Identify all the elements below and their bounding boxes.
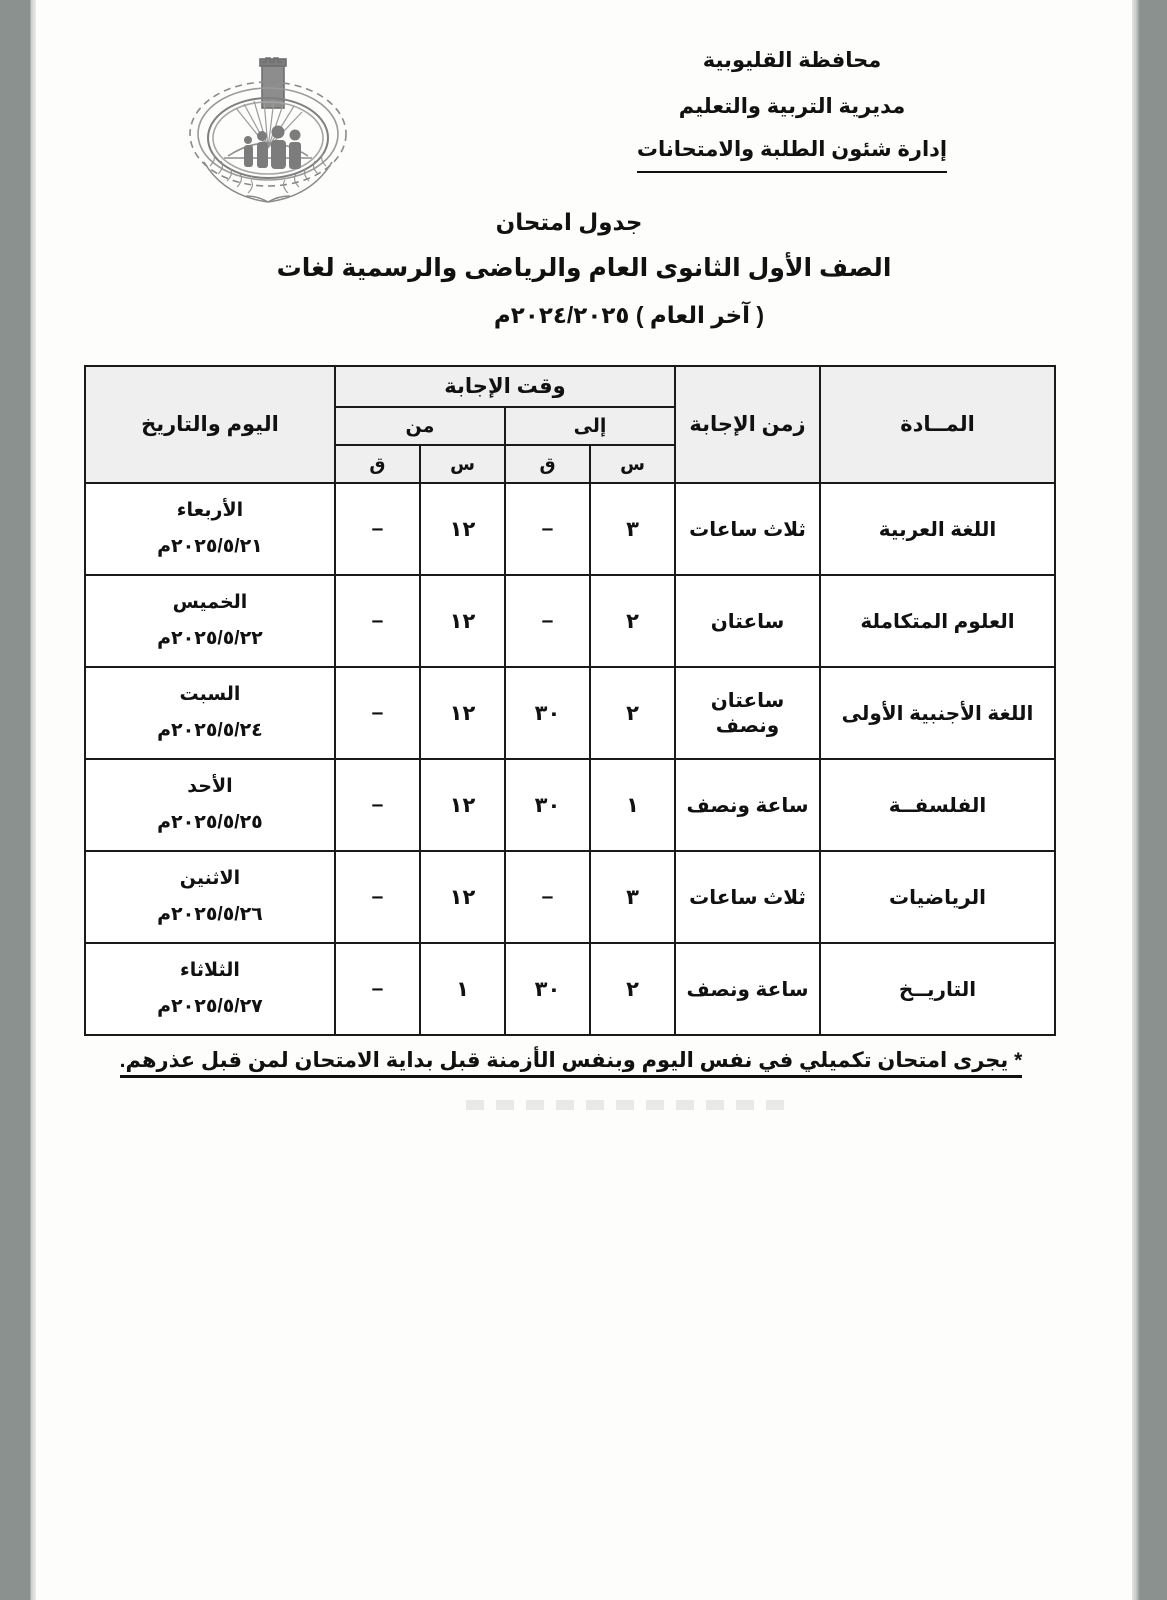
cell-day-date <box>85 943 335 1035</box>
table-row <box>85 667 1055 759</box>
cell-subject: الرياضيات <box>820 851 1055 943</box>
table-header <box>85 366 1055 483</box>
cell-day: الأحد <box>187 776 233 797</box>
cell-day: الأربعاء <box>176 500 244 521</box>
cell-to-hour: ٢ <box>590 667 675 759</box>
cell-from-minute: – <box>335 483 420 575</box>
cell-date: ٢٠٢٥/٥/٢١م <box>157 536 263 557</box>
cell-from-minute: – <box>335 851 420 943</box>
cell-day-date <box>85 667 335 759</box>
cell-to-minute: – <box>505 483 590 575</box>
column-header-duration: زمن الإجابة <box>675 366 820 483</box>
cell-date: ٢٠٢٥/٥/٢٤م <box>157 720 263 741</box>
org-line-directorate: مديرية التربية والتعليم <box>678 95 906 118</box>
cell-to-hour: ٢ <box>590 943 675 1035</box>
column-header-from: من <box>335 407 505 445</box>
cell-day-date <box>85 483 335 575</box>
cell-to-hour: ٣ <box>590 483 675 575</box>
column-header-from-hour: س <box>420 445 505 483</box>
footnote-block <box>86 1048 1056 1078</box>
cell-to-minute: ٣٠ <box>505 943 590 1035</box>
exam-schedule-table-container <box>86 365 1056 1036</box>
cell-day: الثلاثاء <box>180 960 240 981</box>
org-line-governorate: محافظة القليوبية <box>702 49 882 72</box>
table-body <box>85 483 1055 1035</box>
academic-year-line: ( آخر العام ) ٢٠٢٤/٢٠٢٥م <box>493 302 765 328</box>
cell-day: الاثنين <box>179 868 241 889</box>
cell-to-minute: ٣٠ <box>505 667 590 759</box>
table-row <box>85 851 1055 943</box>
cell-from-minute: – <box>335 575 420 667</box>
cell-subject: الفلسفــة <box>820 759 1055 851</box>
table-header-row-1 <box>85 366 1055 407</box>
cell-from-minute: – <box>335 667 420 759</box>
cell-to-hour: ٣ <box>590 851 675 943</box>
cell-subject: اللغة الأجنبية الأولى <box>820 667 1055 759</box>
cell-date: ٢٠٢٥/٥/٢٧م <box>157 996 263 1017</box>
column-header-day-date: اليوم والتاريخ <box>85 366 335 483</box>
cell-day: الخميس <box>172 592 248 613</box>
cell-from-hour: ١٢ <box>420 759 505 851</box>
cell-from-minute: – <box>335 759 420 851</box>
cell-from-hour: ١٢ <box>420 483 505 575</box>
document-page <box>36 0 1132 1600</box>
cell-date: ٢٠٢٥/٥/٢٦م <box>157 904 263 925</box>
column-header-answer-time: وقت الإجابة <box>335 366 675 407</box>
column-header-subject: المــادة <box>820 366 1055 483</box>
cell-day-date <box>85 759 335 851</box>
cell-from-hour: ١ <box>420 943 505 1035</box>
grade-subtitle: الصف الأول الثانوى العام والرياضى والرسمية لغات <box>276 254 892 282</box>
cell-to-hour: ١ <box>590 759 675 851</box>
page-title: جدول امتحان <box>495 209 643 235</box>
cell-day: السبت <box>179 684 241 705</box>
cell-date: ٢٠٢٥/٥/٢٥م <box>157 812 263 833</box>
column-header-to-hour: س <box>590 445 675 483</box>
organization-heading-block <box>482 38 1102 173</box>
scan-artifact-smudge <box>466 1100 796 1110</box>
column-header-from-minute: ق <box>335 445 420 483</box>
cell-to-minute: ٣٠ <box>505 759 590 851</box>
cell-subject: التاريــخ <box>820 943 1055 1035</box>
cell-day-date <box>85 575 335 667</box>
footnote-text: * يجرى امتحان تكميلي في نفس اليوم وبنفس الأزمنة قبل بداية الامتحان لمن قبل عذرهم. <box>120 1048 1023 1078</box>
cell-duration: ساعتان ونصف <box>675 667 820 759</box>
cell-from-minute: – <box>335 943 420 1035</box>
cell-day-date <box>85 851 335 943</box>
cell-from-hour: ١٢ <box>420 851 505 943</box>
ministry-of-education-emblem-icon <box>176 56 361 211</box>
document-header <box>36 38 1132 198</box>
cell-date: ٢٠٢٥/٥/٢٢م <box>157 628 263 649</box>
org-line-department: إدارة شئون الطلبة والامتحانات <box>637 130 947 173</box>
cell-duration: ثلاث ساعات <box>675 483 820 575</box>
cell-duration: ساعة ونصف <box>675 759 820 851</box>
table-row <box>85 483 1055 575</box>
table-row <box>85 943 1055 1035</box>
cell-duration: ساعتان <box>675 575 820 667</box>
cell-duration: ساعة ونصف <box>675 943 820 1035</box>
cell-to-hour: ٢ <box>590 575 675 667</box>
column-header-to: إلى <box>505 407 675 445</box>
cell-subject: اللغة العربية <box>820 483 1055 575</box>
cell-to-minute: – <box>505 851 590 943</box>
cell-subject: العلوم المتكاملة <box>820 575 1055 667</box>
cell-from-hour: ١٢ <box>420 667 505 759</box>
exam-schedule-table <box>84 365 1056 1036</box>
table-row <box>85 575 1055 667</box>
cell-duration: ثلاث ساعات <box>675 851 820 943</box>
table-row <box>85 759 1055 851</box>
cell-to-minute: – <box>505 575 590 667</box>
column-header-to-minute: ق <box>505 445 590 483</box>
document-title-block <box>36 200 1132 338</box>
cell-from-hour: ١٢ <box>420 575 505 667</box>
